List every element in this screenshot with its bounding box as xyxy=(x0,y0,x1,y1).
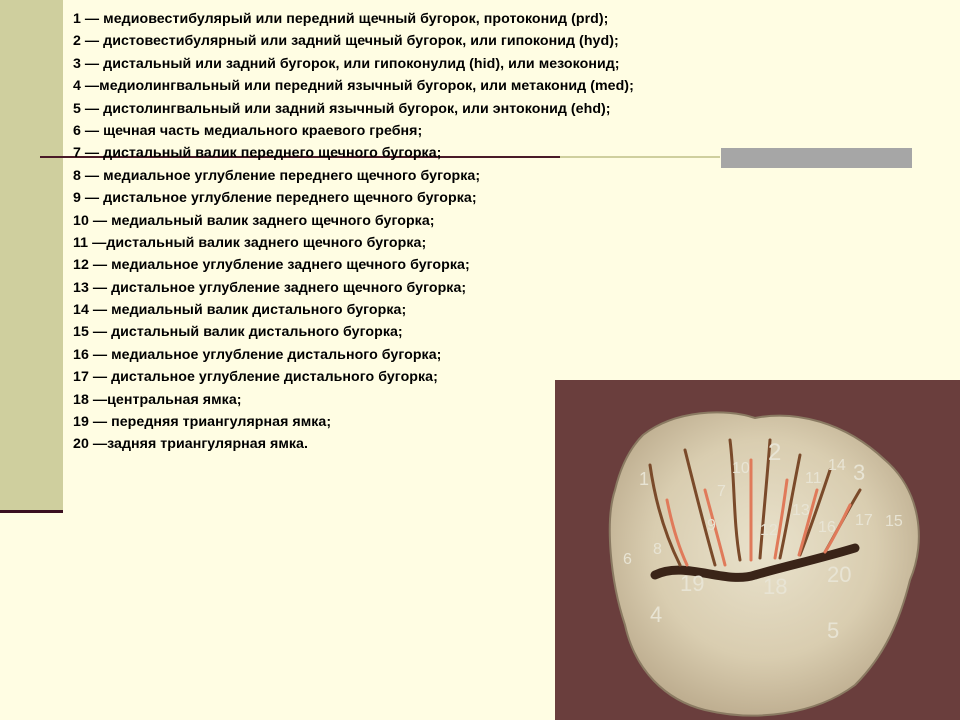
figure-label: 11 xyxy=(805,470,822,487)
legend-item: 10 — медиальный валик заднего щечного бугорка; xyxy=(73,212,435,229)
legend-item: 7 — дистальный валик переднего щечного бугорка; xyxy=(73,145,442,162)
figure-label: 13 xyxy=(792,502,810,519)
figure-label: 7 xyxy=(717,483,726,500)
figure-label: 18 xyxy=(763,574,788,599)
legend-item: 4 —медиолингвальный или передний язычный бугорок, или метаконид (med); xyxy=(73,78,634,95)
figure-label: 9 xyxy=(707,517,716,534)
left-decor-line xyxy=(0,510,63,513)
legend-item: 2 — дистовестибулярный или задний щечный бугорок, или гипоконид (hyd); xyxy=(73,33,619,50)
legend-item: 20 —задняя триангулярная ямка. xyxy=(73,436,308,453)
figure-label: 15 xyxy=(885,513,903,530)
legend-item: 8 — медиальное углубление переднего щечного бугорка; xyxy=(73,167,481,184)
figure-label: 14 xyxy=(828,457,846,474)
figure-label: 4 xyxy=(650,602,663,627)
figure-label: 3 xyxy=(853,460,866,485)
legend-item: 17 — дистальное углубление дистального бугорка; xyxy=(73,369,438,386)
divider-accent-bar xyxy=(721,148,912,168)
figure-label: 8 xyxy=(653,541,662,558)
legend-list xyxy=(73,8,634,456)
tooth-photo xyxy=(555,380,960,720)
legend-item: 15 — дистальный валик дистального бугорка; xyxy=(73,324,403,341)
left-decor-bar xyxy=(0,0,63,511)
legend-item: 9 — дистальное углубление переднего щечного бугорка; xyxy=(73,190,477,207)
figure-label: 10 xyxy=(732,460,750,477)
legend-item: 13 — дистальное углубление заднего щечного бугорка; xyxy=(73,279,467,296)
legend-item: 3 — дистальный или задний бугорок, или гипоконулид (hid), или мезоконид; xyxy=(73,55,620,72)
figure-label: 6 xyxy=(623,551,632,568)
figure-label: 20 xyxy=(827,562,852,587)
figure-label: 5 xyxy=(827,618,840,643)
figure-label: 19 xyxy=(680,571,705,596)
legend-item: 6 — щечная часть медиального краевого гребня; xyxy=(73,122,423,139)
figure-label: 17 xyxy=(855,512,873,529)
legend-item: 14 — медиальный валик дистального бугорка; xyxy=(73,302,407,319)
figure-label: 2 xyxy=(768,439,782,466)
legend-item: 19 — передняя триангулярная ямка; xyxy=(73,414,332,431)
legend-item: 16 — медиальное углубление дистального бугорка; xyxy=(73,346,442,363)
tooth-illustration xyxy=(555,380,960,720)
figure-label: 16 xyxy=(818,519,836,536)
legend-item: 5 — дистолингвальный или задний язычный бугорок, или энтоконид (ehd); xyxy=(73,100,611,117)
legend-item: 18 —центральная ямка; xyxy=(73,391,242,408)
legend-item: 11 —дистальный валик заднего щечного бугорка; xyxy=(73,234,427,251)
figure-label: 1 xyxy=(639,469,650,489)
figure-label: 12 xyxy=(760,522,778,539)
legend-item: 12 — медиальное углубление заднего щечного бугорка; xyxy=(73,257,470,274)
legend-item: 1 — медиовестибулярый или передний щечный бугорок, протоконид (prd); xyxy=(73,11,609,27)
